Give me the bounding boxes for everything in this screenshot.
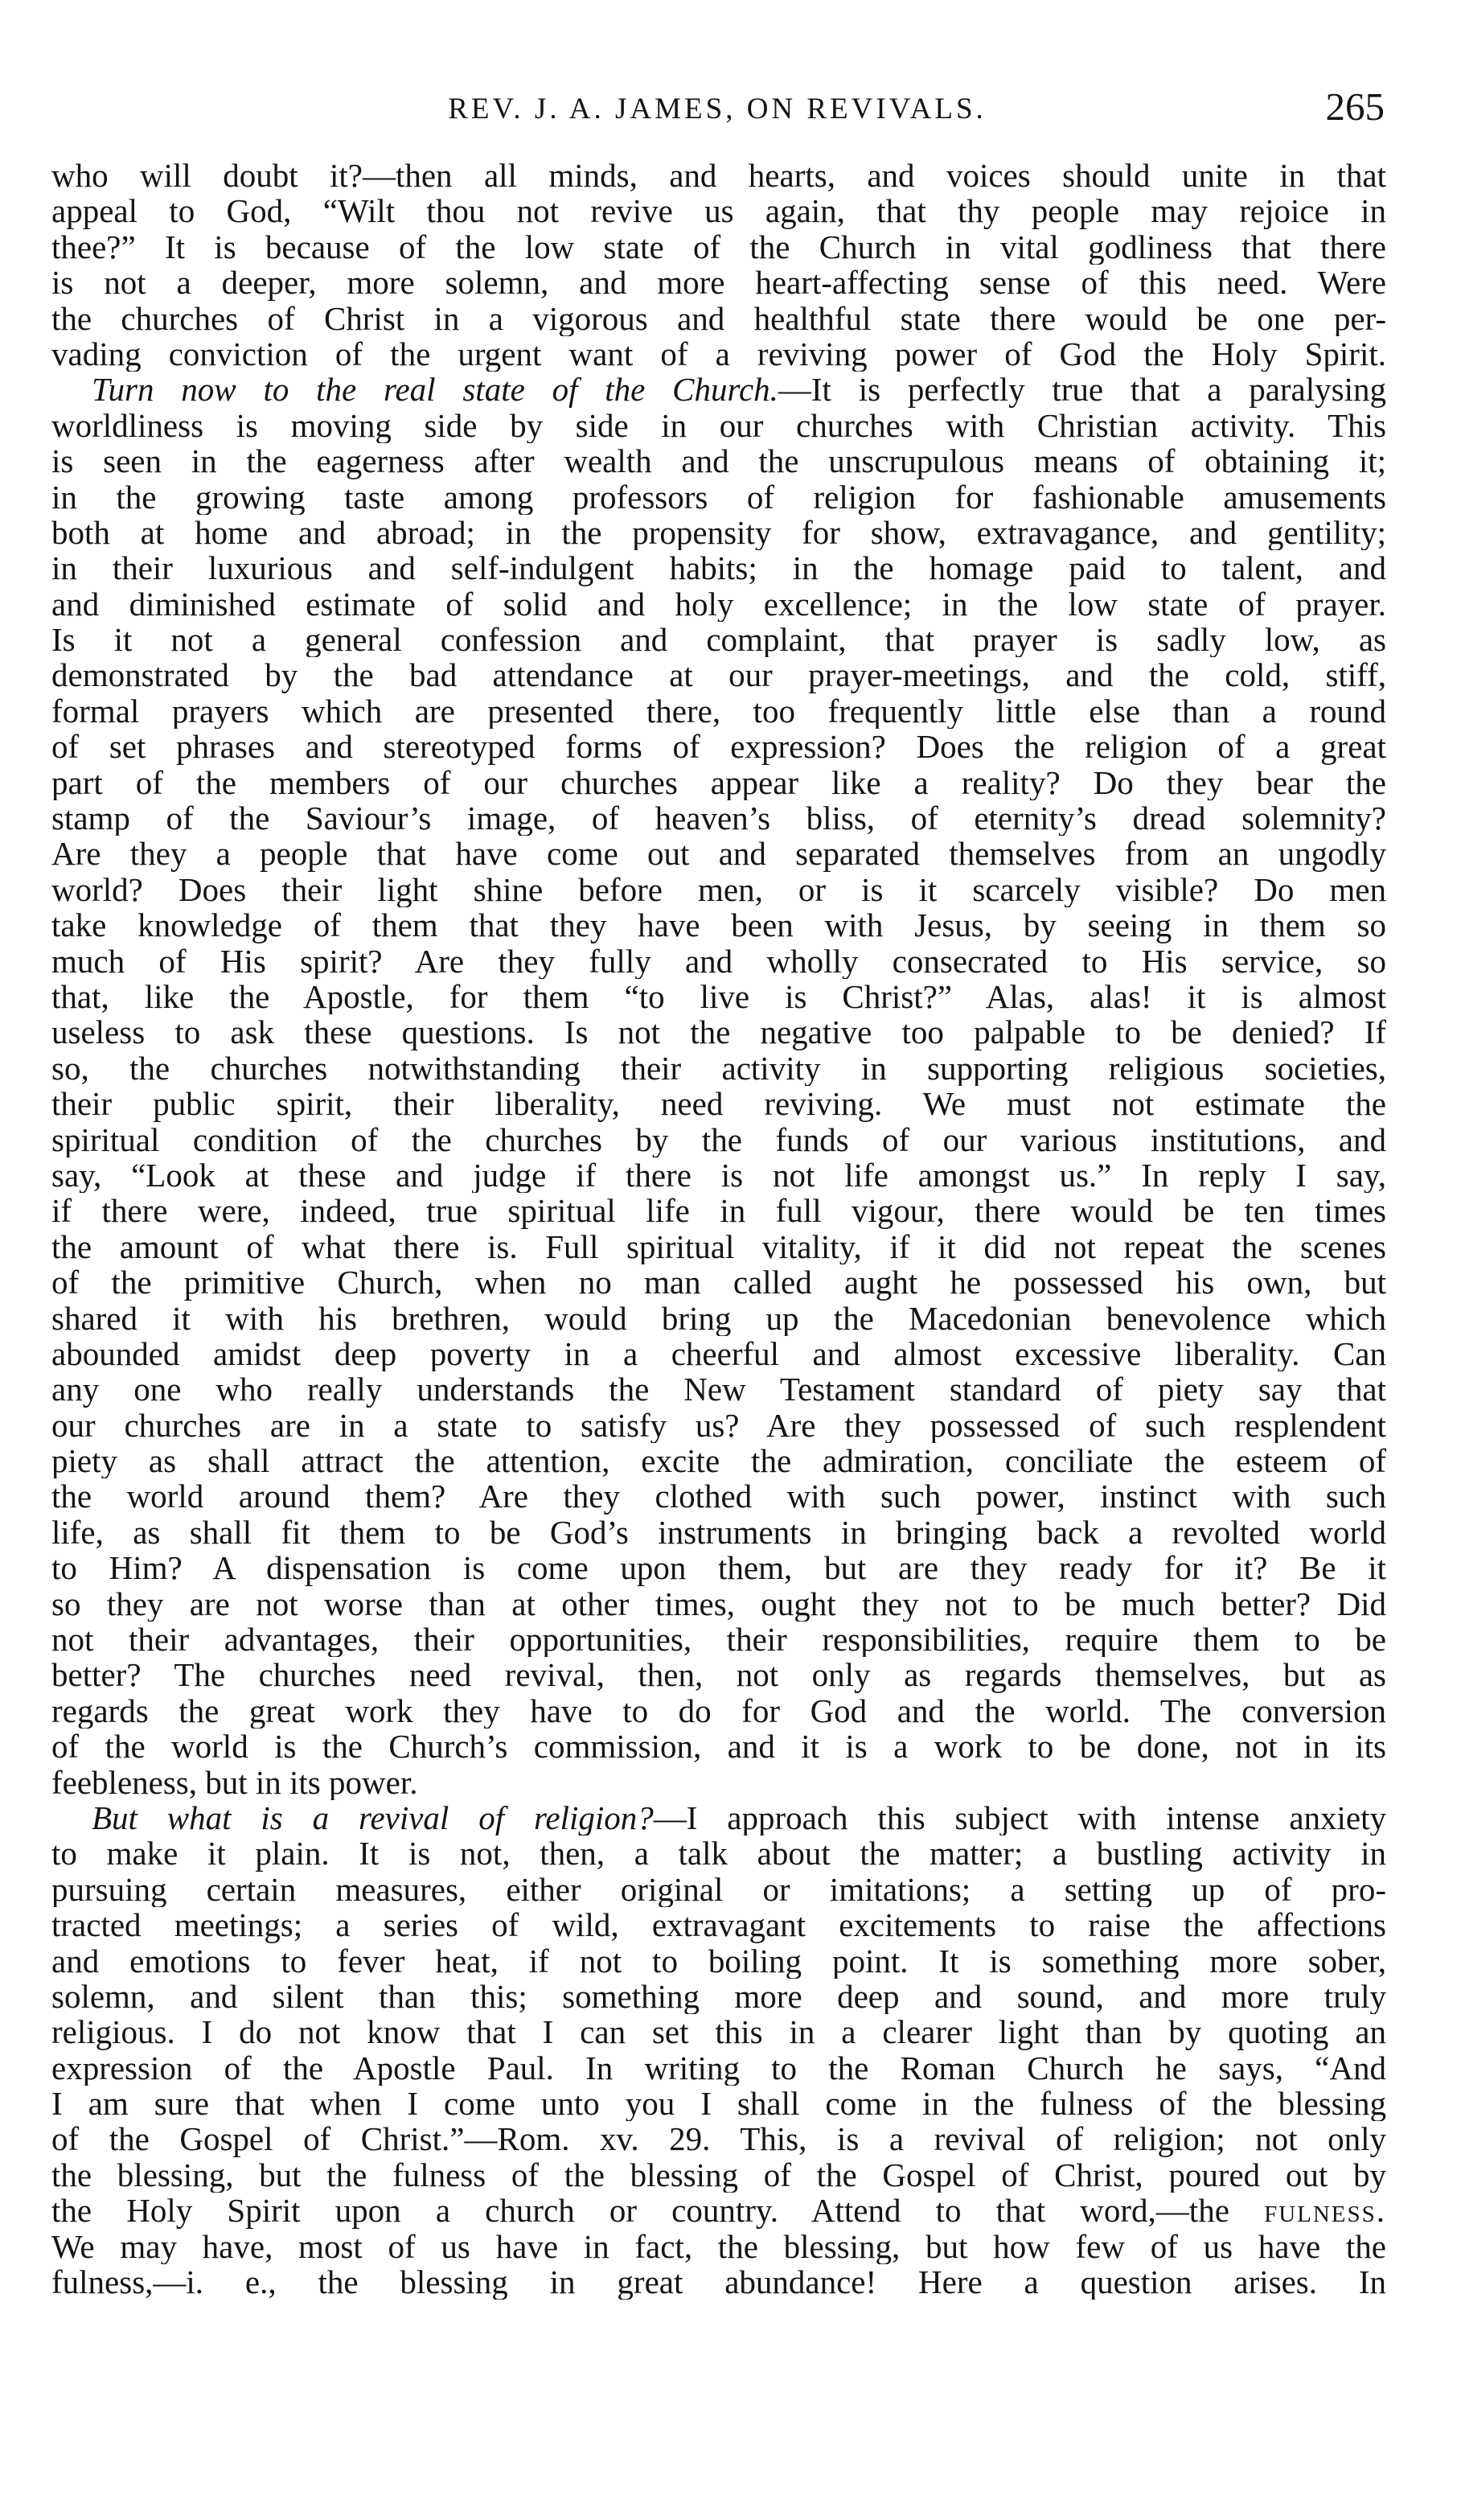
line-text: not their advantages, their opportunities, their responsibilities, require them to be: [51, 1622, 1386, 1658]
line-text: so they are not worse than at other times, ought they not to be much better? Did: [51, 1585, 1386, 1622]
line-text: of set phrases and stereotyped forms of expression? Does the religion of a great: [51, 729, 1386, 765]
text-line: [51, 2264, 1386, 2300]
line-text: the world around them? Are they clothed with such power, instinct with such: [51, 1478, 1386, 1515]
line-text: part of the members of our churches appear like a reality? Do they bear the: [51, 764, 1386, 801]
line-text: who will doubt it?—then all minds, and hearts, and voices should unite in that: [51, 158, 1386, 194]
line-text: world? Does their light shine before men, or is it scarcely visible? Do men: [51, 871, 1386, 908]
line-text: —I approach this subject with intense anxiety: [653, 1799, 1386, 1836]
line-text: of the Gospel of Christ.”—Rom. xv. 29. This, is a revival of religion; not only: [51, 2121, 1386, 2157]
line-text: and emotions to fever heat, if not to boiling point. It is something more sober,: [51, 1942, 1386, 1979]
text-line: [51, 872, 1386, 907]
line-text: pursuing certain measures, either original or imitations; a setting up of pro-: [51, 1871, 1386, 1908]
line-text: Are they a people that have come out and separated themselves from an ungodly: [51, 836, 1386, 872]
line-text: take knowledge of them that they have been with Jesus, by seeing in them so: [51, 907, 1386, 943]
text-line: [51, 979, 1386, 1014]
text-line: [51, 1122, 1386, 1157]
text-line: [51, 1443, 1386, 1478]
text-line: [51, 550, 1386, 586]
line-text: Is it not a general confession and complaint, that prayer is sadly low, as: [51, 622, 1386, 658]
line-text: that, like the Apostle, for them “to live is Christ?” Alas, alas! it is almost: [51, 978, 1386, 1015]
line-text: the amount of what there is. Full spiritual vitality, if it did not repeat the scenes: [51, 1228, 1386, 1265]
text-line: [51, 1622, 1386, 1657]
text-line: [51, 836, 1386, 871]
text-line: [51, 1550, 1386, 1585]
text-line: [51, 1765, 1386, 1800]
line-text: appeal to God, “Wilt thou not revive us again, that thy people may rejoice in: [51, 193, 1386, 229]
line-text: formal prayers which are presented there, too frequently little else than a round: [51, 693, 1386, 730]
text-line: [51, 729, 1386, 764]
text-line: [51, 301, 1386, 336]
line-text: is seen in the eagerness after wealth and the unscrupulous means of obtaining it;: [51, 443, 1386, 479]
italic-lead: Turn now to the real state of the Church.: [92, 372, 778, 408]
text-line: [51, 1836, 1386, 1871]
page-header: [50, 80, 1385, 137]
line-text: so, the churches notwithstanding their activity in supporting religious societies,: [51, 1050, 1386, 1087]
text-line: [51, 1478, 1386, 1514]
italic-lead: But what is a revival of religion?: [92, 1799, 654, 1836]
line-text: of the primitive Church, when no man called aught he possessed his own, but: [51, 1264, 1386, 1301]
line-text: fulness,—i. e., the blessing in great abundance! Here a question arises. In: [51, 2264, 1386, 2300]
body-text: [51, 158, 1386, 2300]
line-text: solemn, and silent than this; something more deep and sound, and more truly: [51, 1978, 1386, 2015]
text-line: [51, 1515, 1386, 1550]
line-text: regards the great work they have to do for God and the world. The conversion: [51, 1692, 1386, 1729]
line-text: to make it plain. It is not, then, a talk about the matter; a bustling activity in: [51, 1836, 1386, 1872]
text-line: [51, 2121, 1386, 2156]
text-line: [51, 1157, 1386, 1193]
text-line: [51, 1657, 1386, 1692]
line-text: —It is perfectly true that a paralysing: [778, 372, 1386, 408]
text-line: [51, 1229, 1386, 1264]
text-line: [51, 1907, 1386, 1942]
running-head: REV. J. A. JAMES, ON REVIVALS.: [448, 92, 987, 125]
text-line: [51, 1086, 1386, 1121]
text-line: [51, 693, 1386, 729]
line-text: religious. I do not know that I can set this in a clearer light than by quoting an: [51, 2014, 1386, 2050]
line-text: our churches are in a state to satisfy us? Are they possessed of such resplendent: [51, 1407, 1386, 1444]
text-line: [51, 2229, 1386, 2264]
line-text: useless to ask these questions. Is not the negative too palpable to be denied? If: [51, 1014, 1386, 1050]
page-number: 265: [1325, 84, 1385, 129]
line-text: feebleness, but in its power.: [51, 1764, 418, 1800]
text-line: [51, 907, 1386, 943]
text-line: [51, 1408, 1386, 1443]
text-line: [51, 800, 1386, 836]
line-text: demonstrated by the bad attendance at our prayer-meetings, and the cold, stiff,: [51, 657, 1386, 693]
text-line: [51, 2193, 1386, 2228]
line-text: I am sure that when I come unto you I shall come in the fulness of the blessing: [51, 2086, 1386, 2122]
text-line: [51, 1050, 1386, 1086]
line-text: life, as shall fit them to be God’s instruments in bringing back a revolted world: [51, 1514, 1386, 1551]
line-text: thee?” It is because of the low state of the Church in vital godliness that there: [51, 228, 1386, 265]
text-line: [51, 1693, 1386, 1729]
line-text: and diminished estimate of solid and holy excellence; in the low state of prayer.: [51, 586, 1386, 623]
line-text: if there were, indeed, true spiritual life in full vigour, there would be ten times: [51, 1193, 1386, 1229]
text-line: [51, 479, 1386, 515]
line-text: is not a deeper, more solemn, and more heart-affecting sense of this need. Were: [51, 265, 1386, 301]
line-text: the Holy Spirit upon a church or country. Attend to that word,—the: [51, 2193, 1229, 2229]
line-text: of the world is the Church’s commission, and it is a work to be done, not in its: [51, 1729, 1386, 1765]
text-line: [51, 765, 1386, 800]
text-line: [51, 1800, 1386, 1836]
text-line: [51, 943, 1386, 979]
text-line: [51, 193, 1386, 228]
text-line: [51, 657, 1386, 693]
text-line: [51, 2157, 1386, 2193]
line-text: say, “Look at these and judge if there is not life amongst us.” In reply I say,: [51, 1157, 1386, 1194]
line-text: the churches of Christ in a vigorous and healthful state there would be one per-: [51, 300, 1386, 336]
line-text: We may have, most of us have in fact, the blessing, but how few of us have the: [51, 2228, 1386, 2265]
line-text: their public spirit, their liberality, need reviving. We must not estimate the: [51, 1086, 1386, 1122]
text-line: [51, 1014, 1386, 1050]
line-text: worldliness is moving side by side in our churches with Christian activity. This: [51, 407, 1386, 444]
text-line: [51, 336, 1386, 372]
line-text: both at home and abroad; in the propensity for show, extravagance, and gentility;: [51, 514, 1386, 551]
line-text: better? The churches need revival, then, not only as regards themselves, but as: [51, 1657, 1386, 1693]
line-text: any one who really understands the New Testament standard of piety say that: [51, 1371, 1386, 1408]
text-line: [51, 622, 1386, 657]
line-text: to Him? A dispensation is come upon them, but are they ready for it? Be it: [51, 1550, 1386, 1586]
text-line: [51, 2050, 1386, 2086]
small-caps-word: fulness.: [1264, 2193, 1386, 2229]
text-line: [51, 1979, 1386, 2014]
line-text: piety as shall attract the attention, excite the admiration, conciliate the esteem of: [51, 1443, 1386, 1479]
line-text: tracted meetings; a series of wild, extravagant excitements to raise the affections: [51, 1907, 1386, 1943]
text-line: [51, 1193, 1386, 1228]
line-text: shared it with his brethren, would bring up the Macedonian benevolence which: [51, 1300, 1386, 1336]
text-line: [51, 408, 1386, 443]
line-text: vading conviction of the urgent want of a reviving power of God the Holy Spirit.: [51, 335, 1386, 372]
text-line: [51, 1371, 1386, 1407]
text-line: [51, 515, 1386, 550]
text-line: [51, 265, 1386, 300]
text-line: [51, 158, 1386, 193]
text-line: [51, 1872, 1386, 1907]
line-text: much of His spirit? Are they fully and wholly consecrated to His service, so: [51, 943, 1386, 979]
text-line: [51, 443, 1386, 479]
line-text: spiritual condition of the churches by the funds of our various institutions, and: [51, 1121, 1386, 1157]
text-line: [51, 2086, 1386, 2121]
line-text: expression of the Apostle Paul. In writing to the Roman Church he says, “And: [51, 2049, 1386, 2086]
text-line: [51, 1729, 1386, 1764]
text-line: [51, 586, 1386, 622]
text-line: [51, 1586, 1386, 1622]
line-text: stamp of the Saviour’s image, of heaven’s bliss, of eternity’s dread solemnity?: [51, 800, 1386, 837]
line-text: in the growing taste among professors of religion for fashionable amusements: [51, 479, 1386, 515]
text-line: [51, 229, 1386, 265]
line-text: abounded amidst deep poverty in a cheerful and almost excessive liberality. Can: [51, 1335, 1386, 1372]
text-line: [51, 1264, 1386, 1300]
text-line: [51, 2014, 1386, 2049]
text-line: [51, 1943, 1386, 1979]
line-text: in their luxurious and self-indulgent habits; in the homage paid to talent, and: [51, 550, 1386, 586]
text-line: [51, 372, 1386, 407]
line-text: the blessing, but the fulness of the blessing of the Gospel of Christ, poured out by: [51, 2156, 1386, 2193]
text-line: [51, 1301, 1386, 1336]
text-line: [51, 1336, 1386, 1371]
